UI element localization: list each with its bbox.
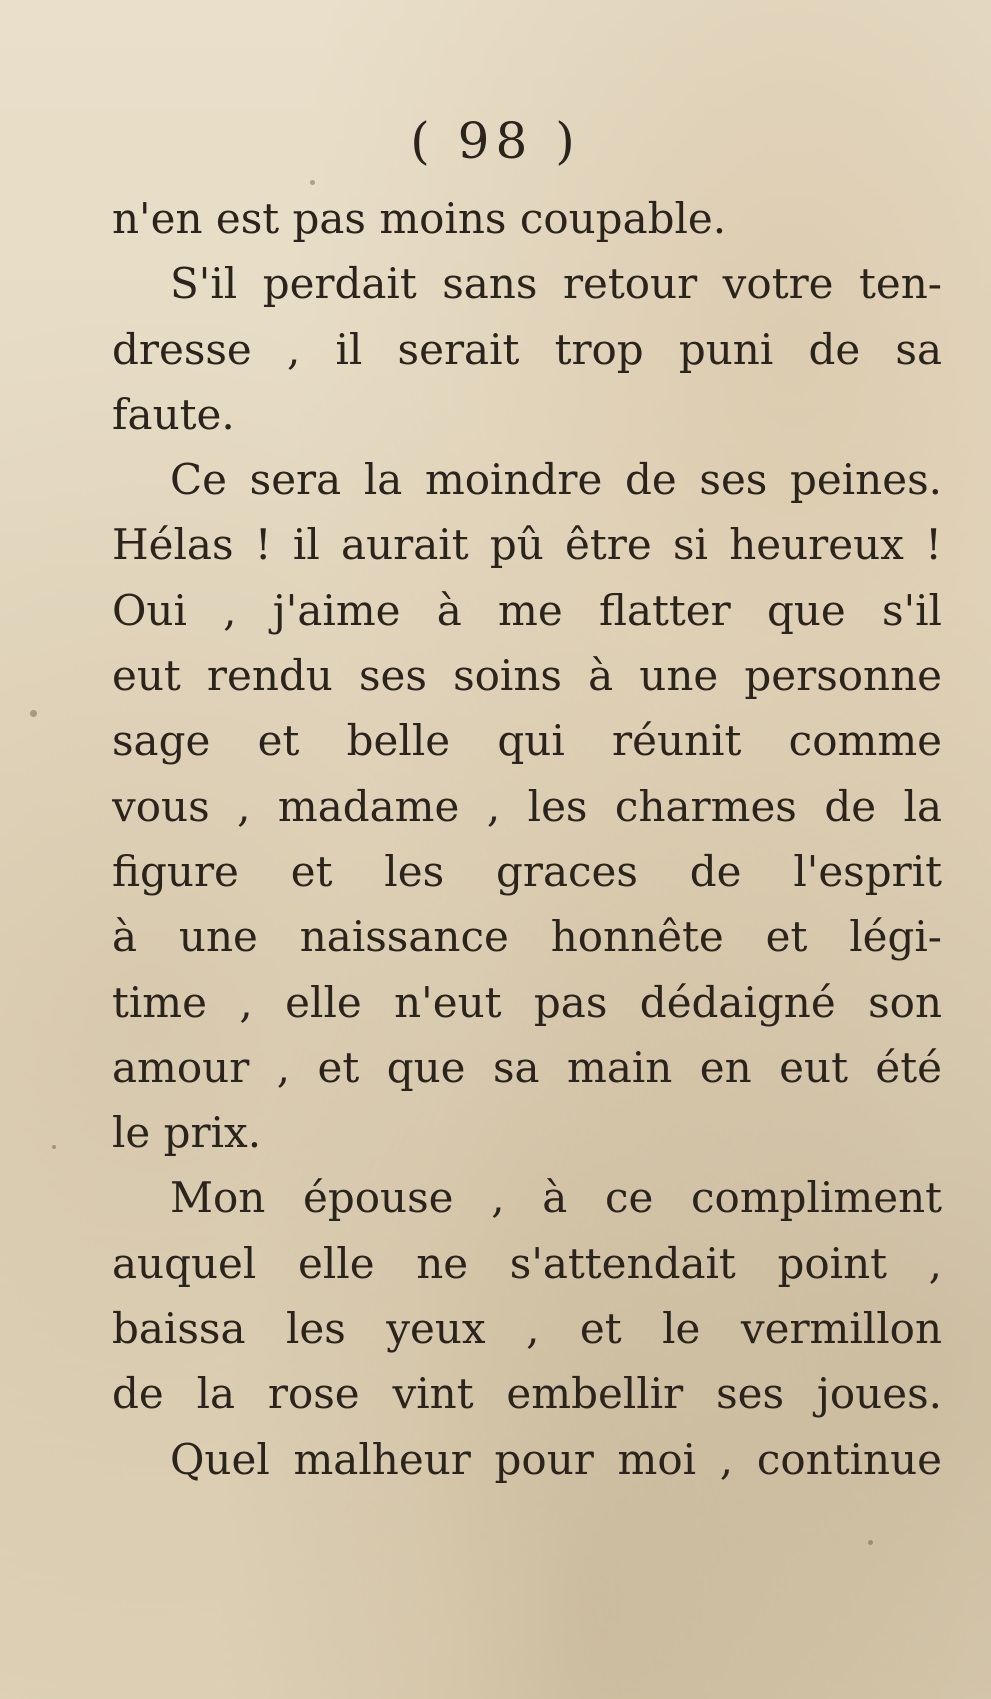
text-line: n'en est pas moins coupable. [112, 194, 727, 243]
paper-spot [310, 180, 315, 185]
body-text [112, 186, 942, 1492]
text-line: dresse , il serait trop puni de sa [112, 324, 942, 374]
text-line: Oui , j'aime à me flatter que s'il [112, 585, 942, 635]
page-number: ( 98 ) [410, 112, 581, 170]
text-line: sage et belle qui réunit comme [112, 716, 942, 766]
text-line: S'il perdait sans retour votre ten- [170, 259, 942, 309]
text-line: eut rendu ses soins à une personne [112, 651, 942, 701]
text-line: time , elle n'eut pas dédaigné son [112, 977, 942, 1027]
text-line: à une naissance honnête et légi- [112, 912, 942, 962]
text-line: le prix. [112, 1108, 262, 1158]
text-line: Ce sera la moindre de ses peines. [170, 455, 942, 505]
text-line: de la rose vint embellir ses joues. [112, 1369, 942, 1419]
paper-spot [868, 1540, 873, 1545]
paper-spot [30, 710, 37, 717]
text-line: baissa les yeux , et le vermillon [112, 1304, 942, 1354]
text-line: amour , et que sa main en eut été [112, 1042, 942, 1092]
text-line: Quel malheur pour moi , continue [170, 1434, 942, 1484]
text-line: figure et les graces de l'esprit [112, 846, 942, 896]
text-line: vous , madame , les charmes de la [112, 781, 942, 831]
paper-spot [52, 1145, 56, 1149]
text-line: Hélas ! il aurait pû être si heureux ! [112, 520, 942, 570]
text-line: auquel elle ne s'attendait point , [112, 1238, 942, 1288]
text-line: Mon épouse , à ce compliment [170, 1173, 942, 1223]
text-line: faute. [112, 389, 235, 439]
